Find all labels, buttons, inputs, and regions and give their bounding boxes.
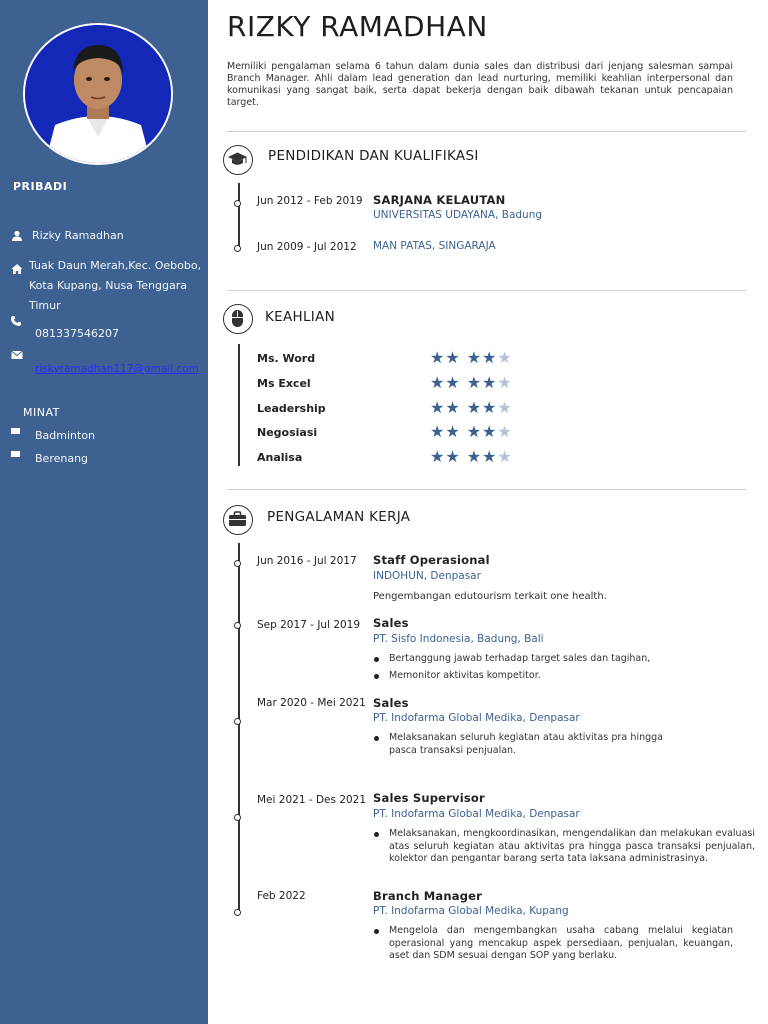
experience-role: Sales: [373, 696, 409, 710]
divider: [227, 489, 746, 490]
experience-title: PENGALAMAN KERJA: [267, 509, 411, 525]
star-icon: ★: [497, 348, 513, 367]
experience-company: PT. Indofarma Global Medika, Kupang: [373, 905, 569, 917]
experience-date: Feb 2022: [257, 890, 306, 902]
experience-role: Branch Manager: [373, 889, 483, 903]
experience-bullet: Melaksanakan seluruh kegiatan atau aktivitas pra hingga pasca transaksi penjualan.: [373, 732, 663, 757]
experience-role: Sales: [373, 616, 409, 630]
experience-bullets: [373, 828, 755, 870]
star-icon: ★: [445, 422, 461, 441]
experience-bullets: [373, 653, 673, 686]
experience-date: Sep 2017 - Jul 2019: [257, 619, 361, 631]
timeline-dot: [234, 814, 241, 821]
education-timeline: [238, 183, 240, 249]
education-date: Jun 2012 - Feb 2019: [257, 195, 363, 207]
experience-bullets: [373, 925, 733, 967]
star-icon: ★: [430, 447, 446, 466]
email-link[interactable]: riskyramadhan117@gmail.com: [35, 363, 199, 375]
star-icon: ★: [430, 348, 446, 367]
star-icon: ★: [482, 447, 498, 466]
experience-company: PT. Sisfo Indonesia, Badung, Bali: [373, 633, 544, 645]
experience-bullet: Melaksanakan, mengkoordinasikan, mengendalikan dan melakukan evaluasi atas seluruh kegiatan atau aktivitas pra hingga pasca transaksi penjualan, kolektor dan pengantar barang serta tata laksana administrasinya.: [373, 828, 755, 866]
timeline-dot: [234, 718, 241, 725]
star-icon: ★: [430, 373, 446, 392]
education-school: UNIVERSITAS UDAYANA, Badung: [373, 209, 543, 221]
experience-bullet: Mengelola dan mengembangkan usaha cabang melalui kegiatan operasional yang mencakup aspek persediaan, penjualan, keuangan, aset dan SDM sesuai dengan SOP yang berlaku.: [373, 925, 733, 963]
person-icon: [11, 230, 23, 242]
star-icon: ★: [482, 373, 498, 392]
profile-photo: [23, 23, 173, 165]
sidebar-phone: 081337546207: [35, 327, 119, 340]
star-icon: ★: [497, 447, 513, 466]
star-icon: ★: [466, 348, 483, 367]
briefcase-icon: [223, 505, 253, 535]
experience-date: Mar 2020 - Mei 2021: [257, 697, 366, 709]
education-date: Jun 2009 - Jul 2012: [257, 241, 357, 253]
star-icon: ★: [497, 398, 513, 417]
timeline-dot: [234, 560, 241, 567]
skill-name: Ms. Word: [257, 352, 316, 365]
star-icon: ★: [497, 422, 513, 441]
phone-icon: [10, 315, 22, 327]
timeline-dot: [234, 909, 241, 916]
timeline-dot: [234, 200, 241, 207]
skill-name: Negosiasi: [257, 426, 318, 439]
star-icon: ★: [466, 398, 483, 417]
experience-timeline: [238, 543, 240, 913]
experience-bullet: Bertanggung jawab terhadap target sales dan tagihan,: [373, 653, 673, 666]
skill-rating: [430, 449, 513, 465]
skill-rating: [430, 375, 513, 391]
experience-bullets: [373, 732, 663, 761]
star-icon: ★: [497, 373, 513, 392]
interest-bullet-icon: [11, 451, 20, 457]
skill-rating: [430, 400, 513, 416]
skill-rating: [430, 350, 513, 366]
star-icon: ★: [466, 447, 483, 466]
experience-description: Pengembangan edutourism terkait one health.: [373, 591, 607, 602]
star-icon: ★: [482, 398, 498, 417]
star-icon: ★: [445, 373, 461, 392]
star-icon: ★: [430, 422, 446, 441]
skills-title: KEAHLIAN: [265, 309, 336, 325]
mouse-icon: [223, 304, 253, 334]
skill-name: Analisa: [257, 451, 303, 464]
email-icon: [11, 349, 23, 361]
star-icon: ★: [445, 348, 461, 367]
divider: [227, 131, 746, 132]
skills-timeline: [238, 344, 240, 466]
star-icon: ★: [466, 373, 483, 392]
skill-name: Leadership: [257, 402, 326, 415]
home-icon: [11, 263, 23, 275]
interest-item: Berenang: [35, 452, 89, 465]
star-icon: ★: [482, 348, 498, 367]
resume-name: RIZKY RAMADHAN: [227, 10, 488, 43]
star-icon: ★: [445, 447, 461, 466]
graduation-cap-icon: [223, 145, 253, 175]
skill-name: Ms Excel: [257, 377, 311, 390]
star-icon: ★: [430, 398, 446, 417]
education-school: MAN PATAS, SINGARAJA: [373, 240, 496, 252]
skill-rating: [430, 424, 513, 440]
personal-heading: PRIBADI: [13, 180, 68, 193]
sidebar-name: Rizky Ramadhan: [32, 229, 124, 242]
interest-bullet-icon: [11, 428, 20, 434]
interests-heading: MINAT: [23, 406, 60, 419]
divider: [227, 290, 746, 291]
education-title: PENDIDIKAN DAN KUALIFIKASI: [268, 148, 479, 164]
experience-date: Mei 2021 - Des 2021: [257, 794, 367, 806]
summary-text: Memiliki pengalaman selama 6 tahun dalam dunia sales dan distribusi dari jenjang salesman sampai Branch Manager. Ahli dalam lead generation dan lead nurturing, memiliki keahlian interpersonal dan komunikasi yang sangat baik, serta dapat bekerja dengan baik dibawah tekanan untuk pencapaian target.: [227, 61, 733, 108]
experience-role: Sales Supervisor: [373, 791, 485, 805]
experience-company: INDOHUN, Denpasar: [373, 570, 481, 582]
timeline-dot: [234, 245, 241, 252]
star-icon: ★: [445, 398, 461, 417]
star-icon: ★: [466, 422, 483, 441]
sidebar: [0, 0, 208, 1024]
timeline-dot: [234, 622, 241, 629]
interest-item: Badminton: [35, 429, 96, 442]
education-degree: SARJANA KELAUTAN: [373, 193, 506, 207]
experience-company: PT. Indofarma Global Medika, Denpasar: [373, 712, 580, 724]
experience-date: Jun 2016 - Jul 2017: [257, 555, 357, 567]
experience-bullet: Memonitor aktivitas kompetitor.: [373, 670, 673, 683]
star-icon: ★: [482, 422, 498, 441]
sidebar-address: Tuak Daun Merah,Kec. Oebobo, Kota Kupang, Nusa Tenggara Timur: [29, 259, 202, 312]
experience-company: PT. Indofarma Global Medika, Denpasar: [373, 808, 580, 820]
experience-role: Staff Operasional: [373, 553, 490, 567]
